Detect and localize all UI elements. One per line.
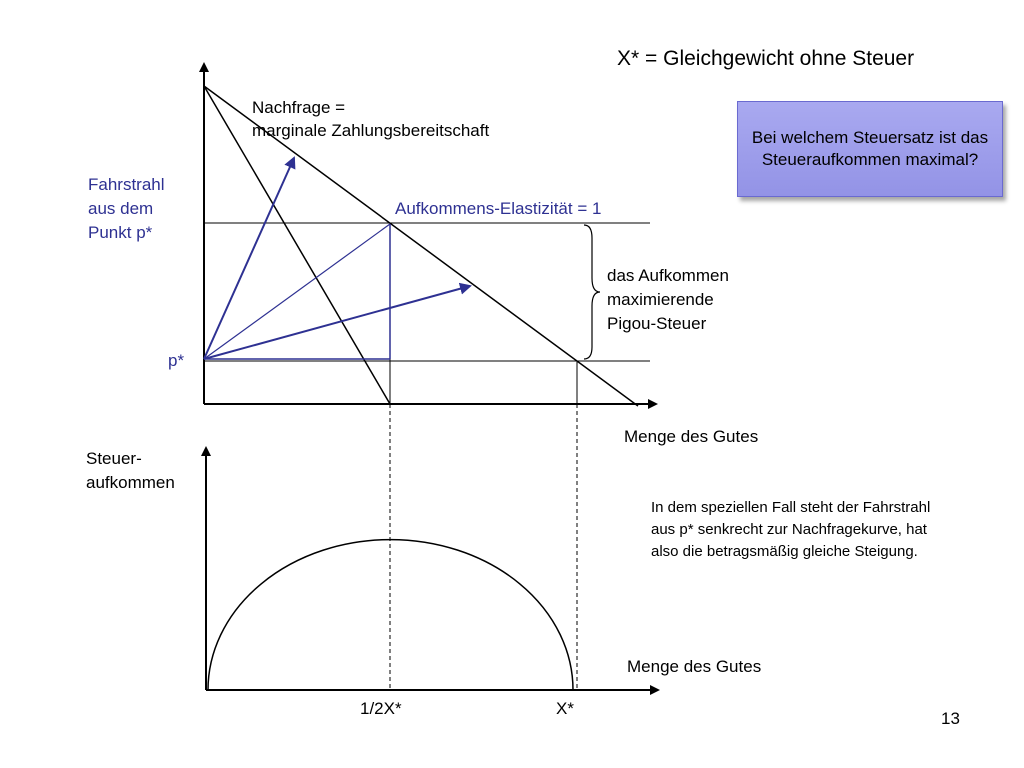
fahrstrahl-label-line1: Fahrstrahl	[88, 175, 165, 194]
lower-y-axis-label-line2: aufkommen	[86, 473, 175, 492]
bracket-label-line1: das Aufkommen	[607, 266, 729, 285]
pstar-label: p*	[168, 351, 185, 370]
half-xstar-tick-label: 1/2X*	[360, 699, 402, 718]
question-callout	[737, 101, 1003, 197]
curly-brace	[584, 225, 600, 359]
upper-x-axis-label: Menge des Gutes	[624, 427, 759, 446]
lower-x-axis-label: Menge des Gutes	[627, 657, 762, 676]
ray-arrow-flat	[204, 286, 470, 359]
note-line2: aus p* senkrecht zur Nachfragekurve, hat	[651, 521, 927, 538]
fahrstrahl-label-line2: aus dem	[88, 199, 154, 218]
xstar-tick-label: X*	[556, 699, 574, 718]
note-line1: In dem speziellen Fall steht der Fahrstrahl	[651, 499, 931, 516]
question-callout-text: Bei welchem Steuersatz ist das Steueraufkommen maximal?	[751, 128, 989, 169]
fahrstrahl-label-line3: Punkt p*	[88, 223, 153, 242]
elasticity-label: Aufkommens-Elastizität = 1	[395, 199, 602, 218]
demand-label-line1: Nachfrage =	[252, 98, 346, 117]
note-line3: also die betragsmäßig gleiche Steigung.	[651, 543, 918, 560]
lower-y-axis-label-line1: Steuer-	[86, 449, 142, 468]
page-number: 13	[941, 709, 960, 728]
demand-label-line2: marginale Zahlungsbereitschaft	[252, 121, 490, 140]
slide-title: X* = Gleichgewicht ohne Steuer	[617, 47, 915, 70]
bracket-label-line3: Pigou-Steuer	[607, 314, 707, 333]
bracket-label-line2: maximierende	[607, 290, 714, 309]
ray-arrow-steep	[204, 158, 294, 359]
